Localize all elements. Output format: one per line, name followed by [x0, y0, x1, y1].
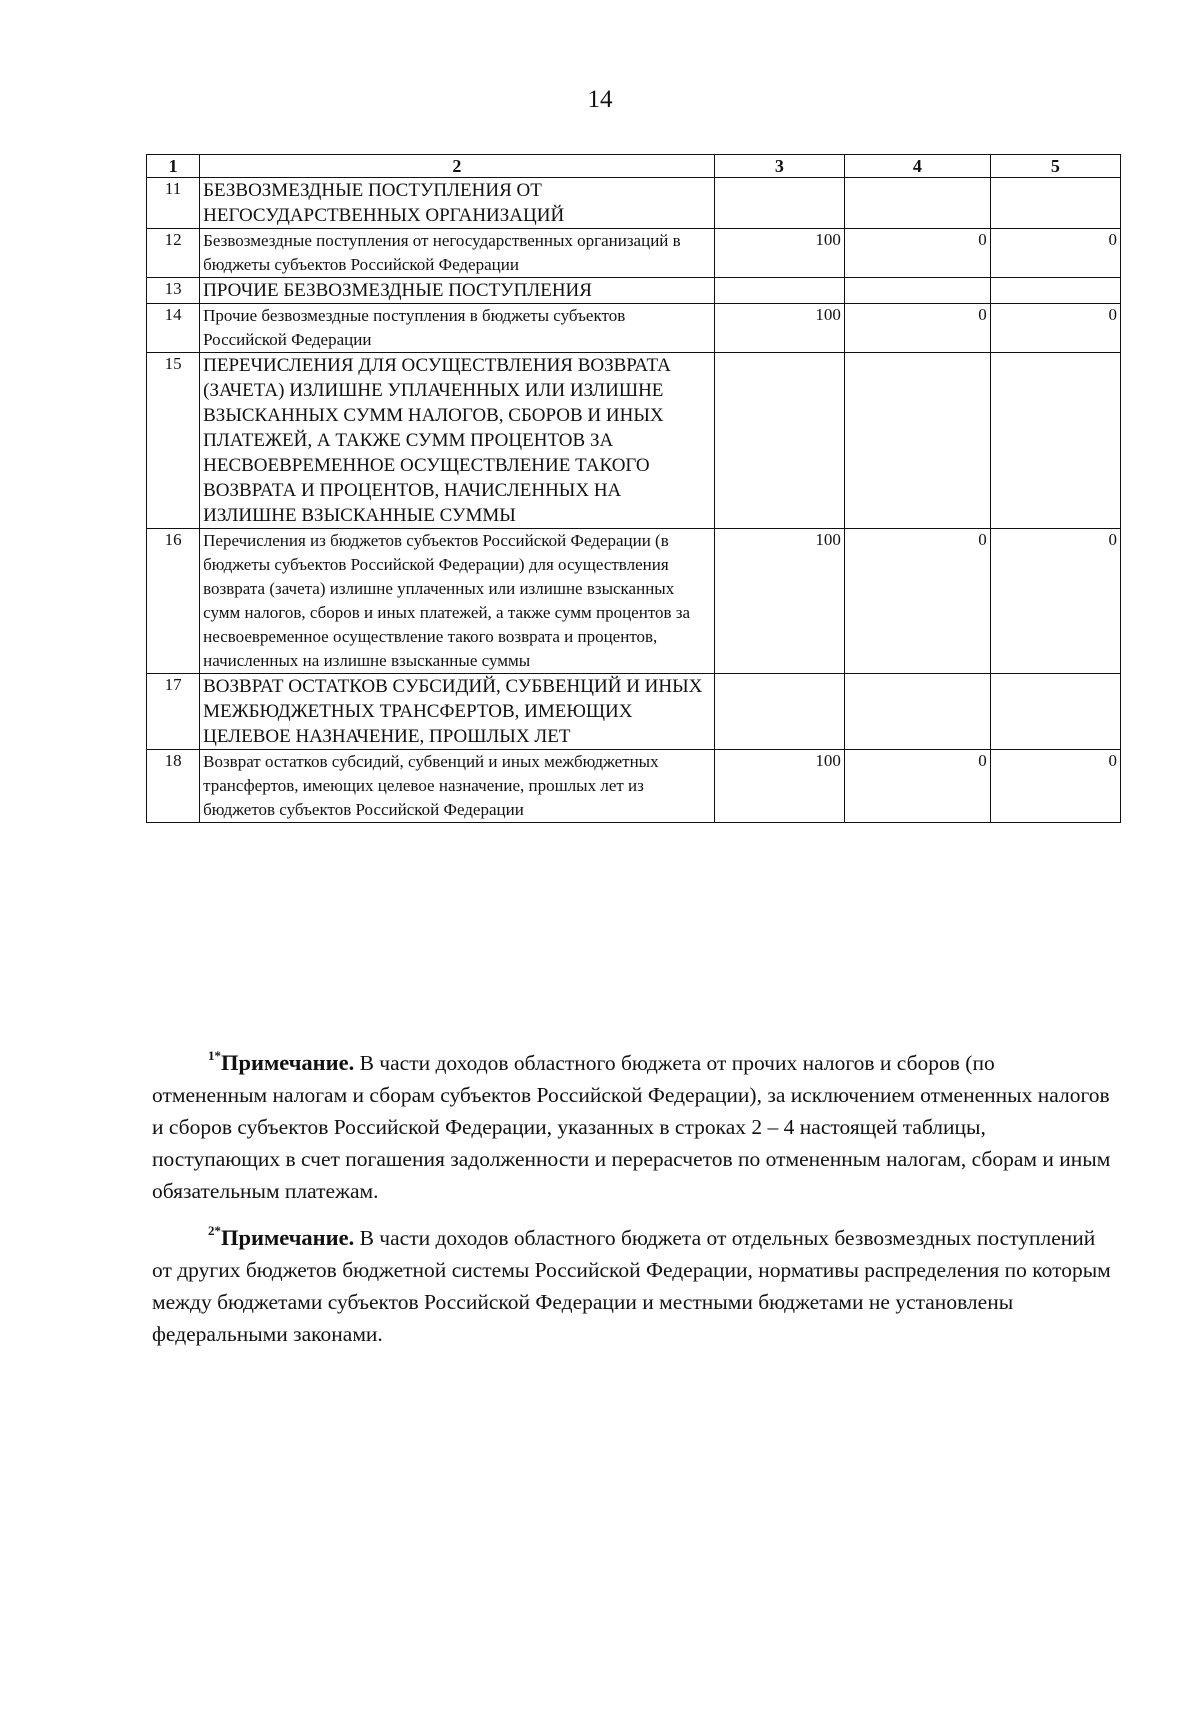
table-row: [147, 674, 1121, 750]
table-row: [147, 304, 1121, 353]
row-col-3: [714, 353, 844, 529]
note-2: [152, 1215, 1114, 1350]
row-col-5: [990, 353, 1120, 529]
revenue-table: [146, 154, 1121, 823]
table-row: [147, 278, 1121, 304]
row-col-3: [714, 178, 844, 229]
row-col-3: 100: [714, 750, 844, 823]
row-col-4: 0: [844, 304, 990, 353]
row-number: 11: [147, 178, 200, 229]
row-number: 14: [147, 304, 200, 353]
row-col-4: [844, 178, 990, 229]
header-col-4: 4: [844, 155, 990, 178]
row-col-4: [844, 353, 990, 529]
note-2-text: В части доходов областного бюджета от отдельных безвозмездных поступлений от других бюджетов бюджетной системы Российской Федерации, нормативы распределения по которым между бюджетами субъектов Российской Федерации и местными бюджетами не установлены федеральными законами.: [152, 1226, 1111, 1346]
row-number: 13: [147, 278, 200, 304]
row-name: ВОЗВРАТ ОСТАТКОВ СУБСИДИЙ, СУБВЕНЦИЙ И ИНЫХ МЕЖБЮДЖЕТНЫХ ТРАНСФЕРТОВ, ИМЕЮЩИХ ЦЕЛЕВОЕ НАЗНАЧЕНИЕ, ПРОШЛЫХ ЛЕТ: [200, 674, 715, 750]
note-1-label: Примечание.: [221, 1050, 355, 1075]
note-2-label: Примечание.: [221, 1225, 355, 1250]
header-col-5: 5: [990, 155, 1120, 178]
row-col-4: 0: [844, 229, 990, 278]
row-name: ПРОЧИЕ БЕЗВОЗМЕЗДНЫЕ ПОСТУПЛЕНИЯ: [200, 278, 715, 304]
row-col-5: [990, 278, 1120, 304]
row-col-5: 0: [990, 750, 1120, 823]
header-col-1: 1: [147, 155, 200, 178]
row-name: Безвозмездные поступления от негосударственных организаций в бюджеты субъектов Российской Федерации: [200, 229, 715, 278]
row-col-3: 100: [714, 229, 844, 278]
row-number: 15: [147, 353, 200, 529]
table-row: [147, 529, 1121, 674]
note-1: [152, 1040, 1114, 1207]
page-number: 14: [587, 86, 613, 113]
row-name: БЕЗВОЗМЕЗДНЫЕ ПОСТУПЛЕНИЯ ОТ НЕГОСУДАРСТВЕННЫХ ОРГАНИЗАЦИЙ: [200, 178, 715, 229]
row-number: 12: [147, 229, 200, 278]
row-col-5: [990, 178, 1120, 229]
row-col-5: 0: [990, 529, 1120, 674]
note-2-mark: 2*: [208, 1223, 221, 1238]
row-col-5: 0: [990, 229, 1120, 278]
table-row: [147, 353, 1121, 529]
row-name: Возврат остатков субсидий, субвенций и иных межбюджетных трансфертов, имеющих целевое назначение, прошлых лет из бюджетов субъектов Российской Федерации: [200, 750, 715, 823]
row-name: Перечисления из бюджетов субъектов Российской Федерации (в бюджеты субъектов Российской Федерации) для осуществления возврата (зачета) излишне уплаченных или излишне взысканных сумм налогов, сборов и иных платежей, а также сумм процентов за несвоевременное осуществление такого возврата и процентов, начисленных на излишне взысканные суммы: [200, 529, 715, 674]
row-col-4: 0: [844, 529, 990, 674]
note-1-mark: 1*: [208, 1048, 221, 1063]
table-header-row: [147, 155, 1121, 178]
table-row: [147, 178, 1121, 229]
row-col-5: 0: [990, 304, 1120, 353]
header-col-2: 2: [200, 155, 715, 178]
row-number: 16: [147, 529, 200, 674]
row-col-5: [990, 674, 1120, 750]
row-col-3: 100: [714, 529, 844, 674]
row-col-3: [714, 674, 844, 750]
row-number: 18: [147, 750, 200, 823]
row-col-4: [844, 674, 990, 750]
table-row: [147, 750, 1121, 823]
note-1-text: В части доходов областного бюджета от прочих налогов и сборов (по отмененным налогам и сборам субъектов Российской Федерации), за исключением отмененных налогов и сборов субъектов Российской Федерации, указанных в строках 2 – 4 настоящей таблицы, поступающих в счет погашения задолженности и перерасчетов по отмененным налогам, сборам и иным обязательным платежам.: [152, 1051, 1111, 1203]
row-col-4: [844, 278, 990, 304]
row-col-4: 0: [844, 750, 990, 823]
row-col-3: [714, 278, 844, 304]
row-number: 17: [147, 674, 200, 750]
notes-section: [152, 1040, 1114, 1358]
row-name: ПЕРЕЧИСЛЕНИЯ ДЛЯ ОСУЩЕСТВЛЕНИЯ ВОЗВРАТА (ЗАЧЕТА) ИЗЛИШНЕ УПЛАЧЕННЫХ ИЛИ ИЗЛИШНЕ ВЗЫСКАННЫХ СУММ НАЛОГОВ, СБОРОВ И ИНЫХ ПЛАТЕЖЕЙ, А ТАКЖЕ СУММ ПРОЦЕНТОВ ЗА НЕСВОЕВРЕМЕННОЕ ОСУЩЕСТВЛЕНИЕ ТАКОГО ВОЗВРАТА И ПРОЦЕНТОВ, НАЧИСЛЕННЫХ НА ИЗЛИШНЕ ВЗЫСКАННЫЕ СУММЫ: [200, 353, 715, 529]
row-name: Прочие безвозмездные поступления в бюджеты субъектов Российской Федерации: [200, 304, 715, 353]
table-row: [147, 229, 1121, 278]
header-col-3: 3: [714, 155, 844, 178]
row-col-3: 100: [714, 304, 844, 353]
